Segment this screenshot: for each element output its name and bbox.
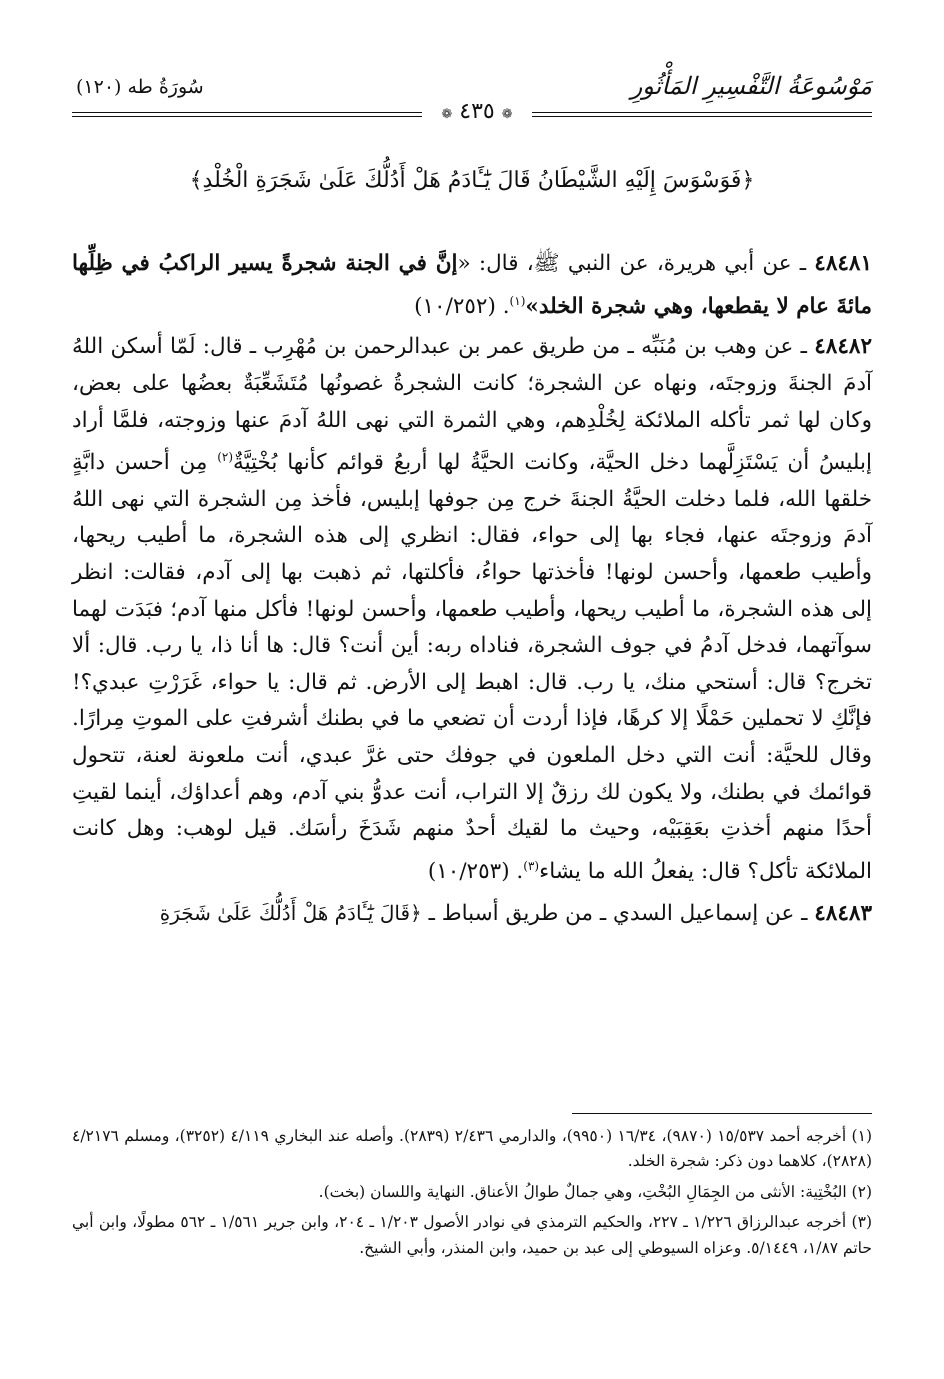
verse-heading: ﴿فَوَسْوَسَ إِلَيْهِ الشَّيْطَانُ قَالَ يَٰٓـَٔادَمُ هَلْ أَدُلُّكَ عَلَىٰ شَجَرَةِ الْخُلْدِ﴾ [189, 168, 755, 193]
quran-quote: ﴿قَالَ يَٰٓـَٔادَمُ هَلْ أَدُلُّكَ عَلَىٰ شَجَرَةِ [159, 900, 422, 925]
narration-chain: ـ عن أبي هريرة، عن النبي ﷺ، قال: « [457, 251, 815, 276]
main-text [72, 246, 872, 936]
footnote-separator [572, 1113, 872, 1114]
hadith-text: إنَّ في الجنة شجرةً يسير الراكبُ في ظِلِّها مائةَ عام لا يقطعها، وهي شجرة الخلد [72, 251, 872, 319]
narration [72, 329, 872, 890]
narration [72, 895, 872, 933]
volume-reference: . (١٠/٢٥٣) [427, 858, 524, 884]
footnote-marker[interactable]: (١) [509, 293, 526, 308]
surah-reference: سُورَةُ طه (١٢٠) [76, 76, 204, 98]
narration-number: ٤٨٤٨١ [814, 251, 873, 276]
narration-number: ٤٨٤٨٣ [814, 900, 872, 926]
footnote-marker[interactable]: (٣) [523, 858, 540, 873]
footnote: (٣) أخرجه عبدالرزاق ١/٢٢٦ ـ ٢٢٧، والحكيم الترمذي في نوادر الأصول ١/٢٠٣ ـ ٢٠٤، وابن جرير ١/٥٦١ ـ ٥٦٢ مطولًا، وابن أبي حاتم ١/٨٧، ٥/١٤٤٩. وعزاه السيوطي إلى عبد بن حميد، وابن المنذر، وأبي الشيخ. [72, 1213, 872, 1257]
quote-close: » [525, 293, 539, 319]
narration-text: ـ عن وهب بن مُنَبِّه ـ من طريق عمر بن عبدالرحمن بن مُهْرِب ـ قال: لَمّا أسكن اللهُ آدمَ الجنةَ وزوجتَه، ونهاه عن الشجرة؛ كانت الشجرةُ غصونُها مُتَشَعِّبَةٌ بعضُها على بعض، وكان لها ثمر تأكله الملائكة لِخُلْدِهم، وهي الثمرة التي نهى اللهُ آدمَ عنها وزوجته، فلمَّا أراد إبليسُ أن يَسْتَزِلَّهما دخل الحيَّة، وكانت الحيَّةُ لها أربعُ قوائم كأنها بُخْتِيَّةٌ [72, 334, 872, 476]
ornament-icon: ❁ [501, 107, 513, 122]
footnote: (١) أخرجه أحمد ١٥/٥٣٧ (٩٨٧٠)، ١٦/٣٤ (٩٩٥٠)، والدارمي ٢/٤٣٦ (٢٨٣٩). وأصله عند البخاري ٤/١١٩ (٣٢٥٢)، ومسلم ٤/٢١٧٦ (٢٨٢٨)، كلاهما دون ذكر: شجرة الخلد. [72, 1127, 872, 1171]
narration-chain: ـ عن إسماعيل السدي ـ من طريق أسباط ـ [421, 900, 815, 926]
narration-number: ٤٨٤٨٢ [814, 334, 872, 360]
footnote: (٢) البُخْتِية: الأنثى من الجِمَالِ البُخْتِ، وهي جمالٌ طوالُ الأعناق. النهاية واللسان (بخت). [318, 1182, 872, 1201]
page-number-box [422, 99, 532, 125]
ornament-icon: ❁ [441, 107, 453, 122]
book-title: مَوْسُوعَةُ التَّفْسِيرِ المَأْثُورِ [630, 72, 872, 100]
volume-reference: . (١٠/٢٥٢) [414, 293, 510, 319]
page-header [72, 68, 872, 128]
footnote-marker[interactable]: (٢) [217, 450, 234, 465]
footnotes [72, 1124, 872, 1266]
narration-text-continued: مِن أحسن دابَّةٍ خلقها الله، فلما دخلت الحيَّةُ الجنةَ خرج مِن جوفها إبليس، فأخذ مِن الشجرة التي نهى اللهُ آدمَ وزوجتَه عنها، فجاء بها إلى حواء، فقال: انظري إلى هذه الشجرة، ما أطيب ريحها، وأطيب طعمها، وأحسن لونها! فأخذتها حواءُ، فأكلتها، ثم ذهبت بها إلى آدم، فقالت: انظر إلى هذه الشجرة، ما أطيب ريحها، وأطيب طعمها، وأحسن لونها! فأكل منها آدم؛ فبَدَت لهما سوآتهما، فدخل آدمُ في جوف الشجرة، فناداه ربه: أين أنت؟ قال: ها أنا ذا، يا رب. قال: ألا تخرج؟ قال: أستحي منك، يا رب. قال: اهبط إلى الأرض. ثم قال: يا حواء، غَرَرْتِ عبدي؟! فإنَّكِ لا تحملين حَمْلًا إلا كرهًا، فإذا أردت أن تضعي ما في بطنك أشرفتِ على الموتِ مِرارًا. وقال للحيَّة: أنت التي دخل الملعون في جوفك حتى غرَّ عبدي، أنت ملعونة لعنة، تتحول قوائمك في بطنك، ولا يكون لك رزقٌ إلا التراب، أنت عدوُّ بني آدم، وهم أعداؤك، أينما لقيتِ أحدًا منهم أخذتِ بعَقِبَيْه، وحيث ما لقيك أحدٌ منهم شَدَخَ رأسَك. قيل لوهب: وهل كانت الملائكة تأكل؟ قال: يفعلُ الله ما يشاء [72, 450, 872, 884]
narration [72, 246, 872, 325]
page-number: ٤٣٥ [459, 99, 495, 124]
